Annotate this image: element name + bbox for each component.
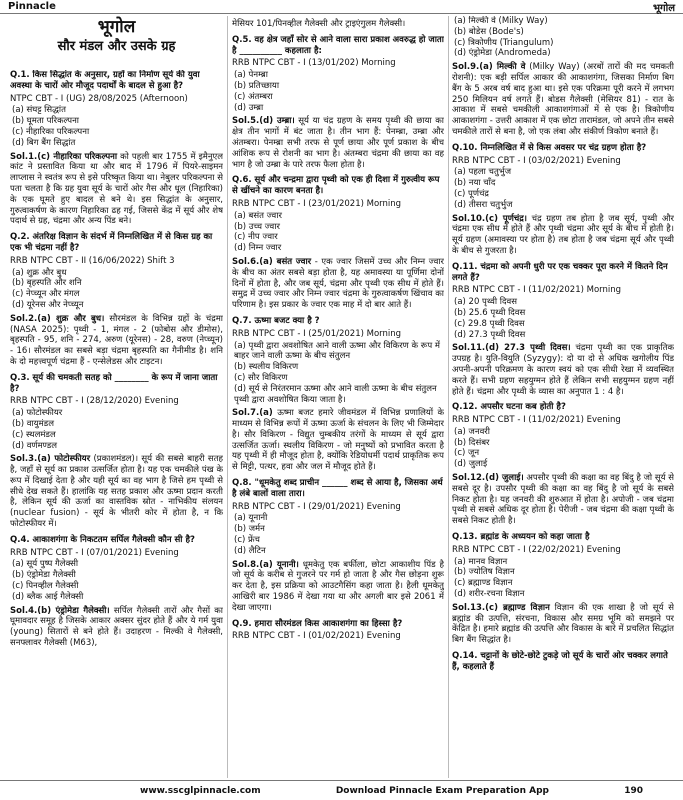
answer-option: (d) ब्लैक आई गैलेक्सी bbox=[12, 591, 84, 602]
exam-source: NTPC CBT - I (UG) 28/08/2025 (Afternoon) bbox=[10, 93, 188, 104]
question-block bbox=[232, 478, 444, 614]
answer-option: (b) जर्मन bbox=[234, 524, 265, 535]
question-text: Q.9. हमारा सौरमंडल किस आकाशगंगा का हिस्सा है? bbox=[232, 618, 403, 629]
question-text: Q.14. चट्टानों के छोटे-छोटे टुकड़े जो सूर्य के चारों ओर चक्कर लगाते हैं, कहलाते हैं bbox=[452, 651, 668, 672]
solution-body: सौरमंडल के विभिन्न ग्रहों के चंद्रमा (NASA 2025): पृथ्वी - 1, मंगल - 2 (फोबोस और डीमोस), बृहस्पति - 95, शनि - 274, अरुण (यूरेनस) - 28, वरुण (नेप्च्यून) - 16। सौरमंडल का सबसे बड़ा चंद्रमा बृहस्पति का गैनीमीड है। शनि के दो महत्त्वपूर्ण चंद्रमा हैं - एन्सेलेडस और टाइटन। bbox=[10, 313, 223, 367]
exam-source: RRB NTPC CBT - I (22/02/2021) Evening bbox=[452, 544, 621, 555]
answer-option: (b) उच्च ज्वार bbox=[234, 221, 280, 232]
question-text: Q.3. सूर्य की चमकती सतह को ________ के रूप में जाना जाता है? bbox=[10, 372, 218, 394]
answer-option: (a) शुक्र और बुध bbox=[12, 267, 67, 278]
continuation-text: मेसियर 101/पिनव्हील गैलेक्सी और ट्राइएंगुलम गैलेक्सी। bbox=[232, 19, 406, 29]
answer-option: (c) सौर विकिरण bbox=[234, 372, 288, 383]
answer-option: (b) ज्योतिष विज्ञान bbox=[454, 567, 515, 578]
exam-source: RRB NTPC CBT - I (13/01/202) Morning bbox=[232, 58, 396, 69]
question-block bbox=[452, 143, 674, 257]
solution-text bbox=[452, 343, 674, 397]
answer-option: (b) घूमता परिकल्पना bbox=[12, 116, 80, 127]
answer-option: (c) नीप ज्वार bbox=[234, 232, 278, 243]
answer-option: (a) जनवरी bbox=[454, 426, 490, 437]
solution-body: (Milky Way) (अरबों तारों की मद चमकती रोशनी): एक बड़ी सर्पिल आकार की आकाशगंगा, जिसका निर्माण बिग बैंग के 5 अरब वर्ष बाद हुआ था। इसे एक परिक्रमा पूरी करने में लगभग 250 मिलियन वर्ष लगते हैं। बोडस गैलेक्सी (मेसियर 81) - रात के आकाश में सबसे चमकीली आकाशगंगाओं में से एक है। त्रिकोणीय आकाशगंगा - उत्तरी आकाश में एक छोटा तारामंडल, जो अपने तीन सबसे चमकीले तारों से बना है, जो एक लंबा और संकीर्ण त्रिकोण बनाते हैं। bbox=[452, 62, 674, 137]
answer-option: (b) नया चाँद bbox=[454, 178, 496, 189]
answer-option: (a) फोटोस्फीयर bbox=[12, 408, 63, 419]
question-text: Q.13. ब्रह्मांड के अध्ययन को कहा जाता है bbox=[452, 532, 590, 543]
answer-option: (c) पिनव्हील गैलेक्सी bbox=[12, 581, 79, 592]
solution-body: (प्रकाशमंडल)। सूर्य की सबसे बाहरी सतह है, जहाँ से सूर्य का प्रकाश उत्सर्जित होता है। यह एक चमकीले पंख के रूप में दिखाई देता है और यही सूर्य का वह भाग है जिसे हम पृथ्वी से सीधे देख सकते हैं। हालांकि यह सतह प्रकाश और ऊष्मा प्रदान करती है, लेकिन सूर्य की ऊर्जा का वास्तविक स्रोत - नाभिकीय संलयन (nuclear fusion) - सूर्य के भीतरी कोर में होता है, न कि फोटोस्फीयर में। bbox=[10, 454, 223, 530]
question-block bbox=[452, 262, 674, 398]
question-block bbox=[452, 16, 674, 138]
answer-option: (d) शरीर-रचना विज्ञान bbox=[454, 589, 525, 600]
solution-lead: Sol.1.(c) नीहारिका परिकल्पना bbox=[10, 151, 118, 162]
question-block bbox=[10, 70, 223, 227]
answer-option: (d) यूरेनस और नेप्च्यून bbox=[12, 299, 84, 310]
question-block bbox=[232, 619, 444, 643]
answer-option: (d) निम्न ज्वार bbox=[234, 243, 282, 254]
answer-option: (b) स्थलीय विकिरण bbox=[234, 362, 299, 373]
answer-option: (a) संघट्ट सिद्धांत bbox=[12, 105, 66, 116]
solution-text bbox=[10, 152, 223, 228]
answer-option: (c) पूर्णचंद्र bbox=[454, 188, 489, 199]
answer-option: (a) सूर्य पुष्प गैलेक्सी bbox=[12, 559, 79, 570]
question-text: Q.2. अंतरिक्ष विज्ञान के संदर्भ में निम्नलिखित में से किस ग्रह का एक भी चंद्रमा नहीं है? bbox=[10, 232, 213, 253]
answer-option: (c) नेप्च्यून और मंगल bbox=[12, 289, 80, 300]
answer-option: (c) फ्रेंच bbox=[234, 535, 260, 546]
answer-option: (d) सूर्य से निरंतरमान ऊष्मा और आने वाली ऊष्मा के बीच संतुलन पृथ्वी द्वारा अवशोषित किया जाता है। bbox=[234, 383, 437, 405]
question-text: Q.12. अपसौर घटना कब होती है? bbox=[452, 402, 566, 413]
solution-body: अपसौर पृथ्वी की कक्षा का वह बिंदु है जो सूर्य से सबसे दूर है। उपसौर पृथ्वी की कक्षा का वह बिंदु है जो सूर्य के सबसे निकट होता है। यह जनवरी की शुरुआत में होता है। अपोजी - जब चंद्रमा पृथ्वी से सबसे अधिक दूर होता है। पेरीजी - जब चंद्रमा की कक्षा पृथ्वी के सबसे निकट होती है। bbox=[452, 473, 674, 527]
exam-source: RRB NTPC CBT - I (23/01/2021) Morning bbox=[232, 198, 402, 209]
solution-text bbox=[10, 454, 223, 530]
answer-option: (b) एंड्रोमेडा गैलेक्सी bbox=[12, 570, 76, 581]
answer-option: (c) 29.8 पृथ्वी दिवस bbox=[454, 318, 525, 329]
question-block bbox=[452, 651, 674, 673]
exam-source: RRB NTPC CBT - I (03/02/2021) Evening bbox=[452, 155, 621, 166]
answer-option: (b) वायुमंडल bbox=[12, 418, 54, 429]
footer-website[interactable]: www.sscglpinnacle.com bbox=[140, 785, 261, 796]
answer-option: (a) 20 पृथ्वी दिवस bbox=[454, 297, 517, 308]
answer-option: (d) जुलाई bbox=[454, 459, 488, 470]
exam-source: RRB NTPC CBT - I (28/12/2020) Evening bbox=[10, 396, 179, 407]
answer-option: (c) त्रिकोणीय (Triangulum) bbox=[454, 37, 554, 48]
column-2 bbox=[232, 16, 444, 778]
solution-text bbox=[232, 560, 444, 614]
solution-lead: Sol.6.(a) बसंत ज्वार bbox=[232, 256, 312, 267]
answer-option: (c) जून bbox=[454, 448, 480, 459]
question-text: Q.4. आकाशगंगा के निकटतम सर्पिल गैलेक्सी कौन सी है? bbox=[10, 534, 195, 545]
exam-source: RRB NTPC CBT - I (11/02/2021) Evening bbox=[452, 415, 621, 426]
question-block bbox=[452, 532, 674, 646]
answer-option: (d) तीसरा चतुर्भुज bbox=[454, 199, 513, 210]
solution-text bbox=[452, 473, 674, 527]
title-block bbox=[0, 16, 233, 56]
solution-text bbox=[452, 603, 674, 646]
header-brand: Pinnacle bbox=[8, 1, 56, 12]
solution-body: धूमकेतु एक बर्फीला, छोटा आकाशीय पिंड है जो सूर्य के करीब से गुजरने पर गर्म हो जाता है और गैस छोड़ना शुरू कर देता है, इस प्रक्रिया को आउटगैसिंग कहा जाता है। हैली धूमकेतु आखिरी बार 1986 में देखा गया था और अगली बार इसे 2061 में देखा जाएगा। bbox=[232, 559, 444, 613]
page-number: 190 bbox=[624, 785, 643, 796]
exam-source: RRB NTPC CBT - I (07/01/2021) Evening bbox=[10, 547, 179, 558]
question-text: Q.1. किस सिद्धांत के अनुसार, ग्रहों का निर्माण सूर्य की युवा अवस्था के चारों ओर मौजूद पदार्थों के बादल से हुआ है? bbox=[10, 70, 200, 91]
chapter-subtitle: सौर मंडल और उसके ग्रह bbox=[57, 39, 176, 54]
solution-lead: Sol.10.(c) पूर्णचंद्र। bbox=[452, 213, 527, 224]
answer-option: (a) बसंत ज्वार bbox=[234, 210, 282, 221]
solution-lead: Sol.5.(d) उम्ब्रा। bbox=[232, 116, 295, 127]
answer-option: (c) स्थलमंडल bbox=[12, 429, 56, 440]
solution-body: को पहली बार 1755 में इमैनुएल कांट ने प्रस्तावित किया था और बाद में 1796 में पियरे-साइमन लाप्लास ने स्वतंत्र रूप से इसे परिष्कृत किया था। नेबुलर परिकल्पना से पता चलता है कि ग्रह युवा सूर्य के चारों ओर गैस और धूल (निहारिका) के एक घूमते हुए बादल से बने थे। इस सिद्धांत के अनुसार, गुरुत्वाकर्षण के कारण निहारिका ढह गई, जिससे केंद्र में सूर्य और शेष पदार्थ से ग्रह, चंद्रमा और अन्य पिंड बने। bbox=[10, 151, 223, 227]
question-text: Q.11. चंद्रमा को अपनी धुरी पर एक चक्कर पूरा करने में कितने दिन लगते हैं? bbox=[452, 261, 668, 283]
solution-body: विज्ञान की एक शाखा है जो सूर्य से ब्रह्मांड की उत्पत्ति, संरचना, विकास और समग्र भूमि को समझने पर केंद्रित है। हमारे ब्रह्मांड की उत्पत्ति और विकास के बारे में प्रचलित सिद्धांत बिग बैंग सिद्धांत है। bbox=[452, 602, 674, 646]
answer-option: (c) ब्रह्माण्ड विज्ञान bbox=[454, 578, 513, 589]
solution-lead: Sol.9.(a) मिल्की वे bbox=[452, 62, 526, 73]
answer-option: (c) अंतम्बरा bbox=[234, 91, 273, 102]
header-subject: भूगोल bbox=[652, 2, 675, 14]
solution-lead: Sol.7.(a) bbox=[232, 408, 273, 419]
question-text: Q.5. वह क्षेत्र जहाँ सोर से आने वाला सारा प्रकाश अवरुद्ध हो जाता है __________ कहलाता है: bbox=[232, 34, 444, 56]
solution-text bbox=[232, 116, 444, 170]
page-header bbox=[0, 0, 683, 14]
exam-source: RRB NTPC CBT - I (29/01/2021) Evening bbox=[232, 501, 401, 512]
solution-body: चंद्र ग्रहण तब होता है जब सूर्य, पृथ्वी और चंद्रमा एक सीध में होते हैं और पृथ्वी चंद्रमा और सूर्य के बीच में होती है। सूर्य ग्रहण (अमावस्या पर होता है) तब होता है जब चंद्रमा सूर्य और पृथ्वी के बीच से गुजरता है। bbox=[452, 213, 674, 256]
question-block bbox=[232, 35, 444, 171]
solution-text bbox=[10, 314, 223, 368]
solution-text bbox=[452, 214, 674, 257]
column-divider bbox=[227, 16, 228, 778]
solution-body: सर्पिल गैलेक्सी तारों और गैसों का घूमावदार समूह है जिसके आकार अक्सर सुंदर होते हैं और ये गर्म युवा (young) सितारों से बने होते हैं। उदाहरण - मिल्की वे गैलेक्सी, सनफ्लावर गैलेक्सी (M63), bbox=[10, 605, 223, 649]
solution-lead: Sol.11.(d) 27.3 पृथ्वी दिवस। bbox=[452, 343, 571, 354]
page-footer bbox=[0, 780, 683, 800]
question-block bbox=[10, 535, 223, 649]
question-block bbox=[232, 175, 444, 311]
answer-option: (d) 27.3 पृथ्वी दिवस bbox=[454, 329, 526, 340]
exam-source: RRB NTPC CBT - I (11/02/2021) Morning bbox=[452, 285, 622, 296]
answer-option: (b) बोडेस (Bode's) bbox=[454, 26, 524, 37]
solution-lead: Sol.13.(c) ब्रह्माण्ड विज्ञान bbox=[452, 602, 550, 613]
answer-option: (d) उम्ब्रा bbox=[234, 102, 264, 113]
answer-option: (a) पहला चतुर्भुज bbox=[454, 167, 512, 178]
solution-text bbox=[10, 606, 223, 649]
answer-option: (c) नीहारिका परिकल्पना bbox=[12, 126, 90, 137]
column-1 bbox=[10, 70, 223, 778]
answer-option: (a) मिल्की वे (Milky Way) bbox=[454, 16, 548, 26]
solution-lead: Sol.2.(a) शुक्र और बुध। bbox=[10, 313, 105, 324]
answer-option: (d) एंड्रोमेडा (Andromeda) bbox=[454, 48, 551, 59]
question-text: Q.8. "धूमकेतु शब्द प्राचीन ______ शब्द से आया है, जिसका अर्थ है लंबे बालों वाला तारा। bbox=[232, 478, 443, 499]
footer-app-promo: Download Pinnacle Exam Preparation App bbox=[335, 785, 549, 796]
answer-option: (a) यूनानी bbox=[234, 513, 268, 524]
solution-text bbox=[452, 62, 674, 138]
solution-lead: Sol.12.(d) जुलाई। bbox=[452, 473, 524, 484]
solution-lead: Sol.8.(a) यूनानी। bbox=[232, 559, 299, 570]
chapter-title: भूगोल bbox=[97, 17, 136, 37]
solution-lead: Sol.3.(a) फोटोस्फीयर bbox=[10, 454, 91, 465]
question-block bbox=[452, 402, 674, 527]
answer-option: (b) दिसंबर bbox=[454, 437, 490, 448]
question-block bbox=[10, 373, 223, 530]
solution-body: ऊष्मा बजट हमारे जीवमंडल में विभिन्न प्रणालियों के माध्यम से विभिन्न रूपों में ऊष्मा ऊर्जा के संचलन के लिए भी जिम्मेदार है। सौर विकिरण - विद्युत चुम्बकीय तरंगों के माध्यम से सूर्य द्वारा उत्सर्जित ऊर्जा। स्थलीय विकिरण - जो मनुष्यों को प्रभावित करता है यह पृथ्वी में ही मौजूद होता है, क्योंकि रेडियोधर्मी पदार्थ प्राकृतिक रूप से मिट्टी, पत्थर, हवा और जल में मौजूद होते हैं। bbox=[232, 408, 444, 473]
solution-body: - एक ज्वार जिसमें उच्च और निम्न ज्वार के बीच का अंतर सबसे बड़ा होता है, यह अमावस्या या पूर्णिमा दोनों दिनों में होता है, और जब सूर्य, चंद्रमा और पृथ्वी एक सीध में होते हैं। समुद्र में उच्च ज्वार और निम्न ज्वार चंद्रमा के गुरुत्वाकर्षण खिंचाव का परिणाम है। इस प्रकार के ज्वार एक माह में दो बार आते हैं। bbox=[232, 256, 444, 311]
column-divider bbox=[448, 16, 449, 778]
question-block bbox=[232, 19, 444, 30]
solution-lead: Sol.4.(b) एंड्रोमेडा गैलेक्सी। bbox=[10, 605, 110, 616]
solution-body: चंद्रमा पृथ्वी का एक प्राकृतिक उपग्रह है। युति-वियुति (Syzygy): दो या दो से अधिक खगोलीय पिंड अपनी-अपनी परिक्रमण के कारण स्वयं को एक सीधी रेखा में व्यवस्थित करते हैं। सभी ग्रहण सहयुग्मन होते हैं लेकिन सभी सहयुग्मन ग्रहण नहीं होते हैं। चंद्रमा और पृथ्वी के व्यास का अनुपात 1 : 4 है। bbox=[452, 343, 674, 397]
answer-option: (b) बृहस्पति और शनि bbox=[12, 278, 82, 289]
answer-option: (a) पृथ्वी द्वारा अवशोषित आने वाली ऊष्मा और विकिरण के रूप में बाहर जाने वाली ऊष्मा के बीच संतुलन bbox=[234, 340, 440, 362]
exam-source: RRB NTPC CBT - II (16/06/2022) Shift 3 bbox=[10, 255, 175, 266]
answer-option: (d) बिग बैंग सिद्धांत bbox=[12, 137, 76, 148]
answer-option: (d) वर्णमण्डल bbox=[12, 440, 58, 451]
exam-source: RRB NTPC CBT - I (25/01/2021) Morning bbox=[232, 328, 402, 339]
solution-text bbox=[232, 257, 444, 311]
answer-option: (a) मानव विज्ञान bbox=[454, 556, 508, 567]
question-block bbox=[10, 232, 223, 368]
exam-source: RRB NTPC CBT - I (01/02/2021) Evening bbox=[232, 631, 401, 642]
column-3 bbox=[452, 16, 674, 778]
answer-option: (d) लैटिन bbox=[234, 545, 266, 556]
solution-body: सूर्य या चंद्र ग्रहण के समय पृथ्वी की छाया का क्षेत्र तीन भागों में बंट जाता है। तीन भाग हैं: पेनम्ब्रा, उम्ब्रा और अंतम्बरा। पेनम्ब्रा सभी तरफ से पूर्ण छाया और पूर्ण प्रकाश के बीच आंशिक रूप से रोशनी का भाग है। अंतम्बरा चंद्रमा की छाया का वह भाग है जो उम्ब्रा के पारे तरफ फैला होता है। bbox=[232, 116, 444, 170]
answer-option: (b) 25.6 पृथ्वी दिवस bbox=[454, 307, 526, 318]
question-block bbox=[232, 316, 444, 473]
answer-option: (a) पेनम्ब्रा bbox=[234, 70, 268, 81]
solution-text bbox=[232, 408, 444, 473]
answer-option: (b) प्रतिच्छाया bbox=[234, 80, 280, 91]
question-text: Q.7. ऊष्मा बजट क्या है ? bbox=[232, 315, 320, 326]
question-text: Q.6. सूर्य और चन्द्रमा द्वारा पृथ्वी को एक ही दिशा में गुरुत्वीय रूप से खींचने का कारण बनता है। bbox=[232, 175, 440, 197]
question-text: Q.10. निम्नलिखित में से किस अवसर पर चंद्र ग्रहण होता है? bbox=[452, 142, 647, 153]
